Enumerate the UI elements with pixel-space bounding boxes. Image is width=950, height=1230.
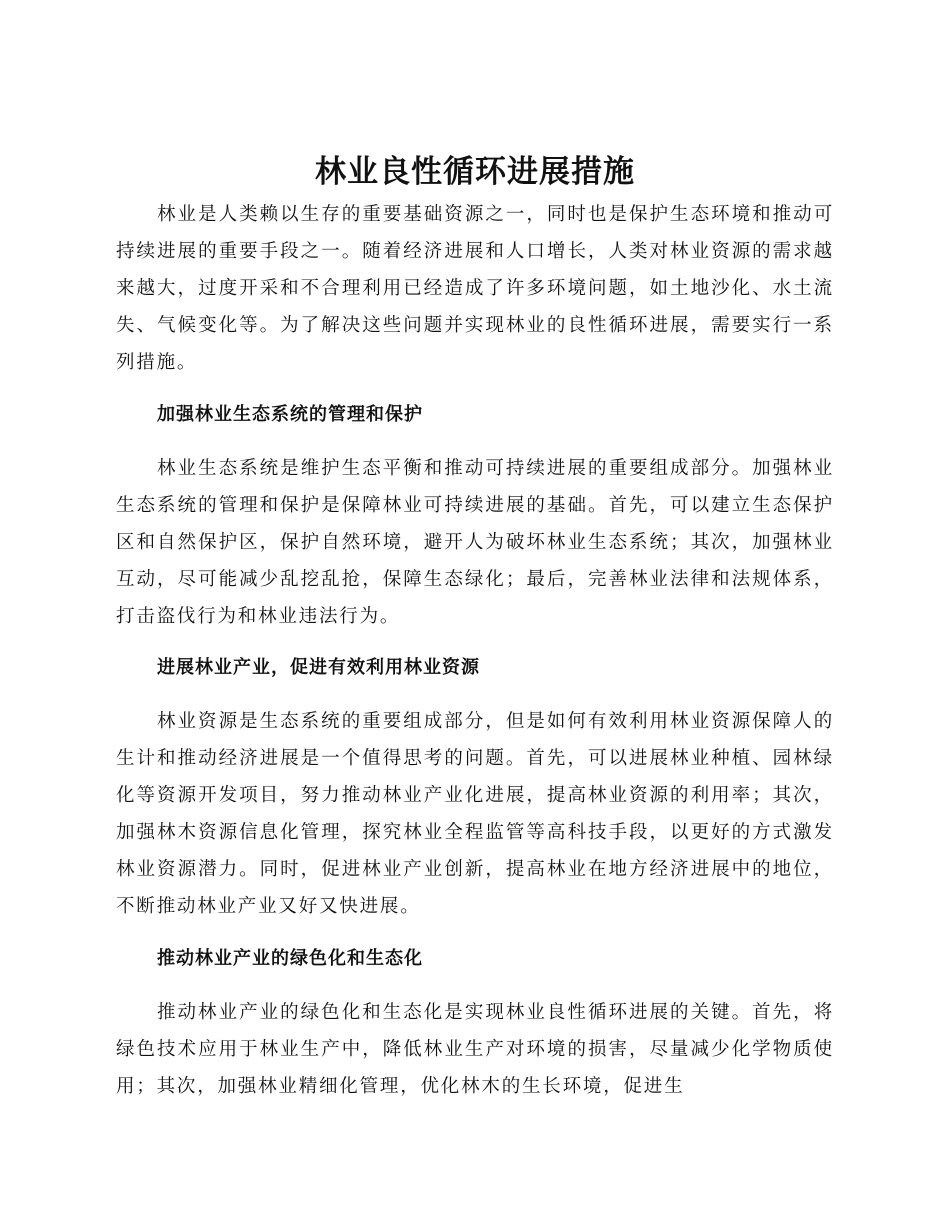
section-heading: 推动林业产业的绿色化和生态化 [157,948,423,969]
section-paragraph: 林业资源是生态系统的重要组成部分，但是如何有效利用林业资源保障人的生计和推动经济进展是一个值得思考的问题。首先，可以进展林业种植、园林绿化等资源开发项目，努力推动林业产业化进展，提高林业资源的利用率；其次，加强林木资源信息化管理，探究林业全程监管等高科技手段，以更好的方式激发林业资源潜力。同时，促进林业产业创新，提高林业在地方经济进展中的地位，不断推动林业产业又好又快进展。 [116,711,834,917]
section-heading: 进展林业产业，促进有效利用林业资源 [157,657,480,678]
section-heading: 加强林业生态系统的管理和保护 [157,404,423,425]
section-paragraph: 林业生态系统是维护生态平衡和推动可持续进展的重要组成部分。加强林业生态系统的管理和保护是保障林业可持续进展的基础。首先，可以建立生态保护区和自然保护区，保护自然环境，避开人为破坏林业生态系统；其次，加强林业互动，尽可能减少乱挖乱抢，保障生态绿化；最后，完善林业法律和法规体系，打击盗伐行为和林业违法行为。 [116,458,834,627]
section-paragraph: 推动林业产业的绿色化和生态化是实现林业良性循环进展的关键。首先，将绿色技术应用于林业生产中，降低林业生产对环境的损害，尽量减少化学物质使用；其次，加强林业精细化管理，优化林木的生长环境，促进生 [116,1002,834,1097]
document-title: 林业良性循环进展措施 [315,154,635,190]
intro-paragraph: 林业是人类赖以生存的重要基础资源之一，同时也是保护生态环境和推动可持续进展的重要手段之一。随着经济进展和人口增长，人类对林业资源的需求越来越大，过度开采和不合理利用已经造成了许多环境问题，如土地沙化、水土流失、气候变化等。为了解决这些问题并实现林业的良性循环进展，需要实行一系列措施。 [116,204,834,373]
